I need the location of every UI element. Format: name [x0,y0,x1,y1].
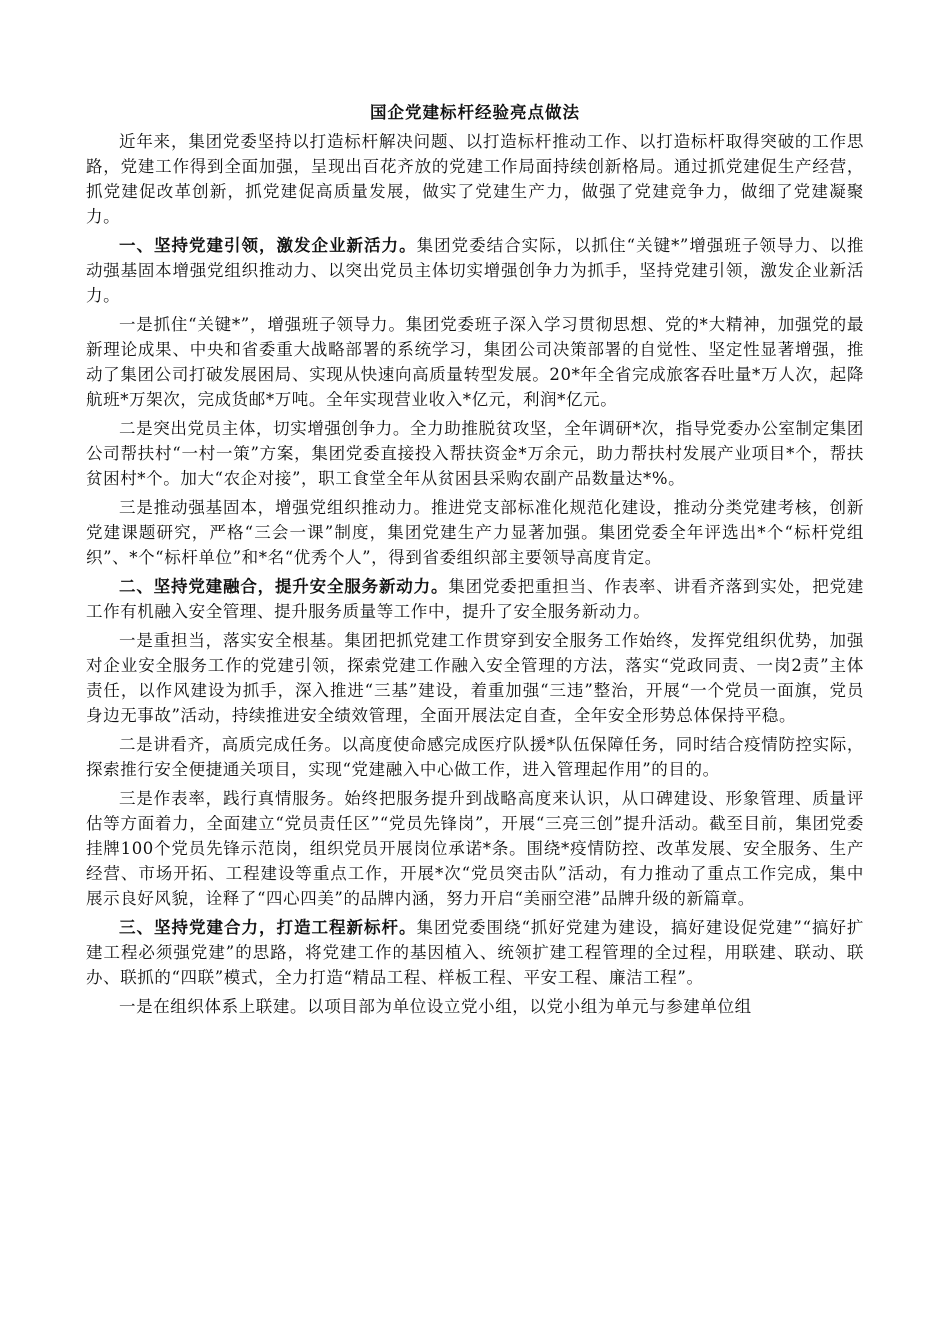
paragraph-text: 一是抓住“关键*”，增强班子领导力。集团党委班子深入学习贯彻思想、党的*大精神，加强党的最新理论成果、中央和省委重大战略部署的系统学习，集团公司决策部署的自觉性、坚定性显著增强，推动了集团公司打破发展困局、实现从快速向高质量转型发展。20*年全省完成旅客吞吐量*万人次，起降航班*万架次，完成货邮*万吨。全年实现营业收入*亿元，利润*亿元。 [86,315,864,409]
paragraph-text: 二是突出党员主体，切实增强创争力。全力助推脱贫攻坚，全年调研*次，指导党委办公室制定集团公司帮扶村“一村一策”方案，集团党委直接投入帮扶资金*万余元，助力帮扶村发展产业项目*个，帮扶贫困村*个。加大“农企对接”，职工食堂全年从贫困县采购农副产品数量达*%。 [86,419,864,488]
document-title: 国企党建标杆经验亮点做法 [370,103,580,122]
paragraph [86,312,864,412]
paragraph-heading: 一、坚持党建引领，激发企业新活力。 [119,236,417,255]
paragraph [86,495,864,570]
paragraph [86,416,864,491]
paragraph [86,786,864,911]
paragraph-text: 集团党委围绕“抓好党建为建设，搞好建设促党建”“搞好扩建工程必须强党建”的思路，将党建工作的基因植入、统领扩建工程管理的全过程，用联建、联动、联办、联抓的“四联”模式，全力打造“精品工程、样板工程、平安工程、廉洁工程”。 [86,918,864,987]
paragraph-text: 三是推动强基固本，增强党组织推动力。推进党支部标准化规范化建设，推动分类党建考核，创新党建课题研究，严格“三会一课”制度，集团党建生产力显著加强。集团党委全年评选出*个“标杆党组织”、*个“标杆单位”和*名“优秀个人”，得到省委组织部主要领导高度肯定。 [86,498,864,567]
paragraph-heading: 三、坚持党建合力，打造工程新标杆。 [119,918,417,937]
paragraph [86,994,864,1019]
paragraph-text: 一是在组织体系上联建。以项目部为单位设立党小组，以党小组为单元与参建单位组 [119,997,752,1016]
paragraph-text: 三是作表率，践行真情服务。始终把服务提升到战略高度来认识，从口碑建设、形象管理、质量评估等方面着力，全面建立“党员责任区”“党员先锋岗”，开展“三亮三创”提升活动。截至目前，集团党委挂牌100个党员先锋示范岗，组织党员开展岗位承诺*条。围绕*疫情防控、改革发展、安全服务、生产经营、市场开拓、工程建设等重点工作，开展*次“党员突击队”活动，有力推动了重点工作完成，集中展示良好风貌，诠释了“四心四美”的品牌内涵，努力开启“美丽空港”品牌升级的新篇章。 [86,789,864,908]
paragraph-text: 近年来，集团党委坚持以打造标杆解决问题、以打造标杆推动工作、以打造标杆取得突破的工作思路，党建工作得到全面加强，呈现出百花齐放的党建工作局面持续创新格局。通过抓党建促生产经营，抓党建促改革创新，抓党建促高质量发展，做实了党建生产力，做强了党建竞争力，做细了党建凝聚力。 [86,132,864,226]
paragraph [86,233,864,308]
paragraph-text: 集团党委把重担当、作表率、讲看齐落到实处，把党建工作有机融入安全管理、提升服务质量等工作中，提升了安全服务新动力。 [86,577,865,621]
paragraph [86,915,864,990]
paragraph-text: 一是重担当，落实安全根基。集团把抓党建工作贯穿到安全服务工作始终，发挥党组织优势，加强对企业安全服务工作的党建引领，探索党建工作融入安全管理的方法，落实“党政同责、一岗2责”主体责任，以作风建设为抓手，深入推进“三基”建设，着重加强“三违”整治，开展“一个党员一面旗，党员身边无事故”活动，持续推进安全绩效管理，全面开展法定自查，全年安全形势总体保持平稳。 [86,631,864,725]
paragraph-heading: 二、坚持党建融合，提升安全服务新动力。 [119,577,449,596]
paragraph-text: 二是讲看齐，高质完成任务。以高度使命感完成医疗队援*队伍保障任务，同时结合疫情防控实际，探索推行安全便捷通关项目，实现“党建融入中心做工作，进入管理起作用”的目的。 [86,735,864,779]
paragraph [86,574,864,624]
paragraph [86,129,864,229]
paragraph-text: 集团党委结合实际，以抓住“关键*”增强班子领导力、以推动强基固本增强党组织推动力、以突出党员主体切实增强创争力为抓手，坚持党建引领，激发企业新活力。 [86,236,864,305]
document-page [86,100,864,1023]
paragraph [86,732,864,782]
paragraph [86,628,864,728]
